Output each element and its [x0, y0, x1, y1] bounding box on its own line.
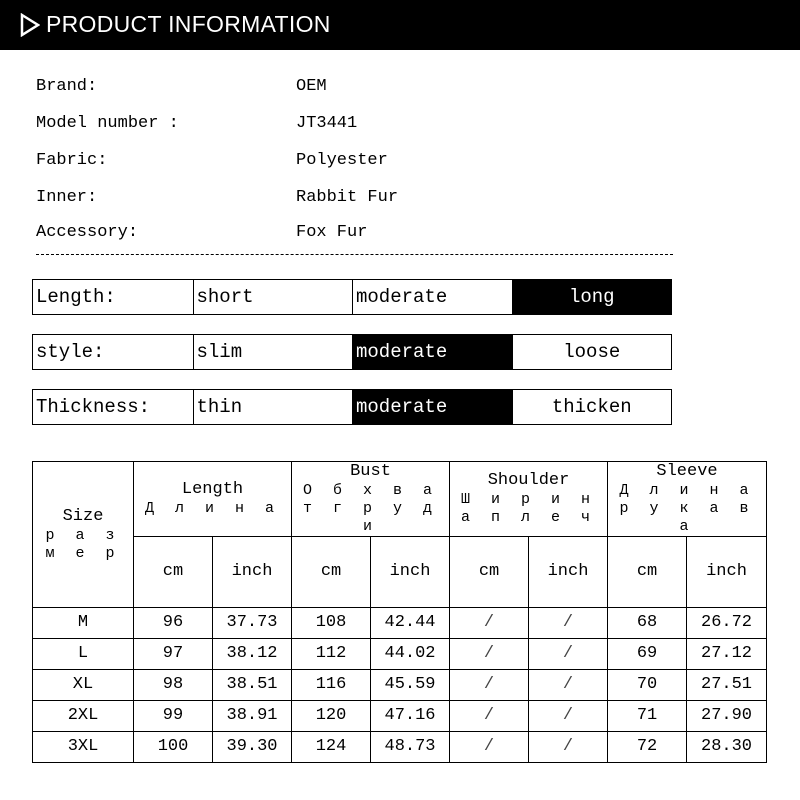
size-header-en: Size [62, 506, 104, 526]
option-choice-short: short [193, 280, 353, 314]
group-header-en: Bust [350, 462, 391, 481]
table-row [33, 732, 767, 763]
table-cell: 27.12 [687, 639, 767, 670]
table-cell: 116 [292, 670, 371, 701]
option-choice-slim: slim [193, 335, 353, 369]
table-cell: 48.73 [371, 732, 450, 763]
option-label: Thickness: [36, 396, 151, 418]
table-cell: 47.16 [371, 701, 450, 732]
info-value: Rabbit Fur [296, 188, 399, 207]
size-label-cell: M [33, 608, 134, 639]
thickness-option-table [32, 389, 672, 425]
info-value: OEM [296, 77, 327, 96]
unit-cell: inch [687, 537, 767, 608]
table-cell: 72 [608, 732, 687, 763]
shoulder-group-header [450, 462, 608, 537]
size-label-cell: 2XL [33, 701, 134, 732]
table-cell: / [450, 670, 529, 701]
table-cell: 71 [608, 701, 687, 732]
unit-cell: cm [450, 537, 529, 608]
table-cell: 28.30 [687, 732, 767, 763]
sleeve-group-header [608, 462, 767, 537]
table-row [33, 670, 767, 701]
table-cell: / [529, 670, 608, 701]
table-cell: 45.59 [371, 670, 450, 701]
group-header-ru: Ш и р и н а п л е ч [461, 491, 597, 527]
unit-cell: cm [292, 537, 371, 608]
unit-cell: cm [134, 537, 213, 608]
length-option-table [32, 279, 672, 315]
option-label: Length: [36, 286, 116, 308]
table-cell: / [450, 608, 529, 639]
info-value: JT3441 [296, 114, 358, 133]
table-cell: 124 [292, 732, 371, 763]
option-choice-loose: loose [512, 335, 672, 369]
table-cell: 27.90 [687, 701, 767, 732]
table-cell: / [529, 608, 608, 639]
info-label: Accessory: [36, 223, 139, 242]
length-group-header [134, 462, 292, 537]
table-cell: 42.44 [371, 608, 450, 639]
table-cell: 37.73 [213, 608, 292, 639]
group-header-ru: Д л и н а [145, 500, 281, 518]
size-label-cell: 3XL [33, 732, 134, 763]
size-header-ru: р а з м е р [45, 526, 121, 562]
table-cell: / [450, 701, 529, 732]
table-cell: 108 [292, 608, 371, 639]
group-header-en: Sleeve [656, 462, 718, 481]
table-cell: 38.12 [213, 639, 292, 670]
table-cell: 120 [292, 701, 371, 732]
table-row [33, 639, 767, 670]
table-cell: / [529, 701, 608, 732]
table-cell: / [450, 732, 529, 763]
size-chart-table [32, 461, 767, 763]
info-label: Inner: [36, 188, 98, 207]
group-header-ru: О б х в а т г р у д и [303, 482, 439, 536]
info-value: Fox Fur [296, 223, 368, 242]
size-label-cell: XL [33, 670, 134, 701]
option-choice-moderate-selected: moderate [352, 390, 512, 424]
table-cell: 99 [134, 701, 213, 732]
group-header-en: Length [181, 480, 244, 499]
table-cell: 69 [608, 639, 687, 670]
style-option-table [32, 334, 672, 370]
page-title: PRODUCT INFORMATION [46, 11, 331, 37]
unit-cell: cm [608, 537, 687, 608]
option-choice-moderate-selected: moderate [352, 335, 512, 369]
table-row [33, 608, 767, 639]
option-choice-thicken: thicken [512, 390, 672, 424]
unit-row [33, 537, 767, 608]
table-cell: 39.30 [213, 732, 292, 763]
dashed-divider [36, 254, 673, 255]
option-label: style: [36, 341, 105, 363]
unit-cell: inch [529, 537, 608, 608]
table-cell: 100 [134, 732, 213, 763]
group-header-ru: Д л и н а р у к а в а [619, 482, 755, 536]
bust-group-header [292, 462, 450, 537]
table-cell: 98 [134, 670, 213, 701]
info-value: Polyester [296, 151, 388, 170]
unit-cell: inch [371, 537, 450, 608]
group-header-en: Shoulder [487, 471, 570, 490]
play-triangle-icon [20, 13, 40, 37]
table-cell: / [529, 732, 608, 763]
table-cell: 97 [134, 639, 213, 670]
table-cell: 44.02 [371, 639, 450, 670]
table-cell: / [450, 639, 529, 670]
info-label: Fabric: [36, 151, 108, 170]
table-cell: / [529, 639, 608, 670]
size-label-cell: L [33, 639, 134, 670]
unit-cell: inch [213, 537, 292, 608]
table-cell: 112 [292, 639, 371, 670]
option-choice-moderate: moderate [352, 280, 512, 314]
table-cell: 27.51 [687, 670, 767, 701]
size-table-header-row [33, 462, 767, 537]
table-cell: 96 [134, 608, 213, 639]
option-choice-long-selected: long [512, 280, 672, 314]
table-cell: 38.51 [213, 670, 292, 701]
table-cell: 26.72 [687, 608, 767, 639]
info-label: Brand: [36, 77, 98, 96]
table-cell: 70 [608, 670, 687, 701]
size-header-cell [33, 462, 134, 608]
header-bar [0, 0, 800, 50]
info-label: Model number : [36, 114, 179, 133]
table-cell: 38.91 [213, 701, 292, 732]
table-row [33, 701, 767, 732]
option-choice-thin: thin [193, 390, 353, 424]
table-cell: 68 [608, 608, 687, 639]
